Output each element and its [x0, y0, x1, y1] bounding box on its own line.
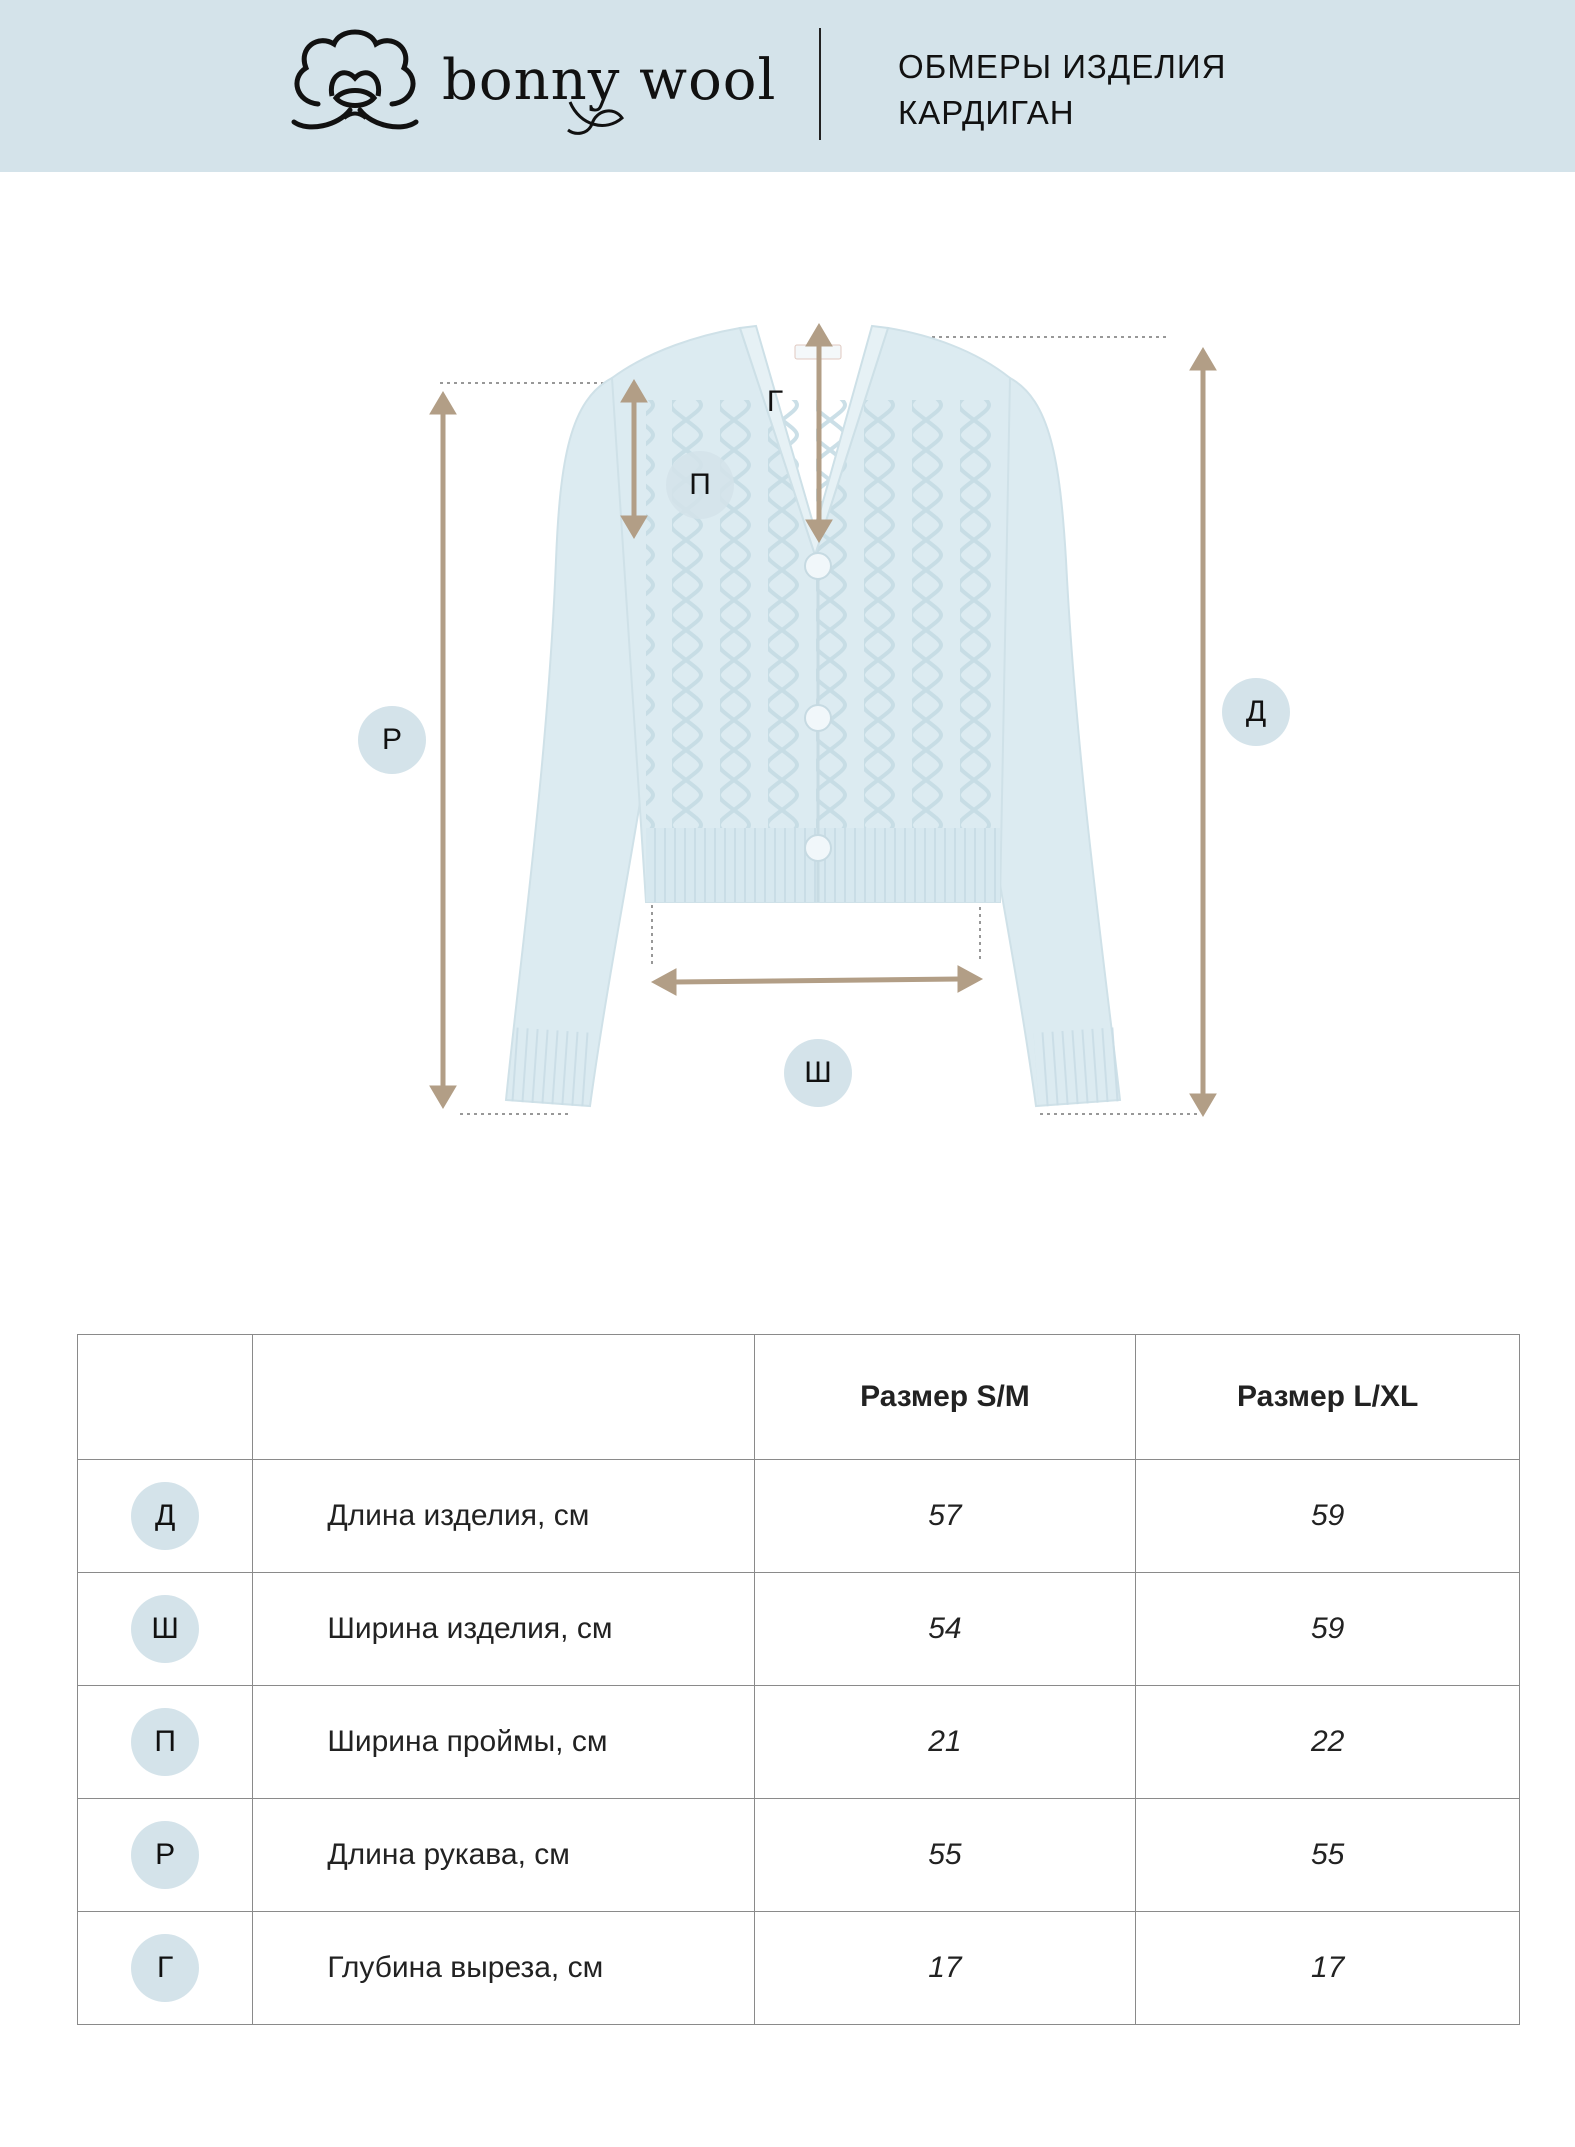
cardigan-illustration	[0, 172, 1575, 1172]
label-g: Г	[766, 385, 784, 418]
label-p: П	[666, 451, 734, 519]
row-value-sm: 54	[754, 1573, 1136, 1686]
table-header-row	[78, 1335, 1520, 1460]
table-row	[78, 1799, 1520, 1912]
button-middle	[805, 705, 831, 731]
row-badge: Д	[131, 1482, 199, 1550]
table-row	[78, 1573, 1520, 1686]
row-value-lxl: 55	[1136, 1799, 1520, 1912]
button-top	[805, 553, 831, 579]
cardigan-shape	[506, 326, 1123, 1107]
header-title-line2: КАРДИГАН	[898, 94, 1075, 131]
row-label: Ширина проймы, см	[253, 1686, 754, 1799]
row-label: Длина изделия, см	[253, 1460, 754, 1573]
header-title-line1: ОБМЕРЫ ИЗДЕЛИЯ	[898, 48, 1227, 85]
row-badge: П	[131, 1708, 199, 1776]
table-row	[78, 1460, 1520, 1573]
button-bottom	[805, 835, 831, 861]
row-badge: Ш	[131, 1595, 199, 1663]
measurements-table	[77, 1334, 1520, 2025]
cotton-flower-logo-icon	[288, 26, 422, 140]
brand-name: bonny wool	[442, 48, 777, 113]
label-r: Р	[358, 706, 426, 774]
row-value-sm: 55	[754, 1799, 1136, 1912]
table-row	[78, 1686, 1520, 1799]
header-cell-badge	[78, 1335, 253, 1460]
header	[0, 0, 1575, 172]
row-label: Длина рукава, см	[253, 1799, 754, 1912]
header-title	[898, 44, 1226, 136]
header-size-lxl: Размер L/XL	[1136, 1335, 1520, 1460]
brand-swash-icon	[566, 96, 626, 138]
row-value-lxl: 22	[1136, 1686, 1520, 1799]
row-value-sm: 21	[754, 1686, 1136, 1799]
row-value-sm: 17	[754, 1912, 1136, 2025]
label-d: Д	[1222, 678, 1290, 746]
row-value-lxl: 59	[1136, 1460, 1520, 1573]
row-value-lxl: 59	[1136, 1573, 1520, 1686]
row-label: Глубина выреза, см	[253, 1912, 754, 2025]
row-value-sm: 57	[754, 1460, 1136, 1573]
header-cell-label	[253, 1335, 754, 1460]
label-sh: Ш	[784, 1039, 852, 1107]
row-badge: Г	[131, 1934, 199, 2002]
cardigan-diagram	[0, 172, 1575, 1172]
row-label: Ширина изделия, см	[253, 1573, 754, 1686]
row-badge: Р	[131, 1821, 199, 1889]
table-row	[78, 1912, 1520, 2025]
header-divider	[819, 28, 821, 140]
header-size-sm: Размер S/M	[754, 1335, 1136, 1460]
row-value-lxl: 17	[1136, 1912, 1520, 2025]
